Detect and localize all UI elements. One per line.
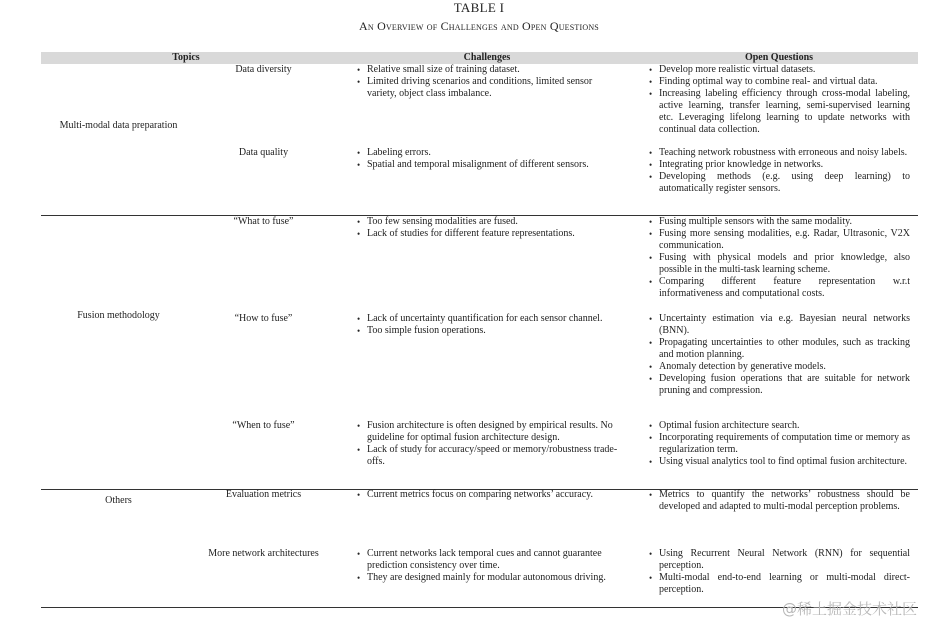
list-item: • Propagating uncertainties to other modules, such as tracking and motion planning. — [648, 337, 910, 361]
header-topics: Topics — [172, 52, 200, 63]
list-item: • Multi-modal end-to-end learning or multi-modal direct-perception. — [648, 572, 910, 596]
list-item: • Develop more realistic virtual datasets. — [648, 64, 910, 76]
challenges-how-to-fuse — [356, 313, 618, 337]
challenges-evaluation-metrics — [356, 489, 618, 501]
list-item: • Spatial and temporal misalignment of different sensors. — [356, 159, 618, 171]
list-item: • Fusion architecture is often designed by empirical results. No guideline for optimal fusion architecture design. — [356, 420, 618, 444]
challenges-data-quality — [356, 147, 618, 171]
open-questions-when-to-fuse — [648, 420, 910, 468]
list-item: • Developing fusion operations that are suitable for network pruning and compression. — [648, 373, 910, 397]
list-item: • Using Recurrent Neural Network (RNN) for sequential perception. — [648, 548, 910, 572]
subtopic-what-to-fuse: “What to fuse” — [233, 216, 294, 227]
list-item: • Fusing with physical models and prior knowledge, also possible in the multi-task learning scheme. — [648, 252, 910, 276]
open-questions-data-diversity — [648, 64, 910, 136]
header-challenges: Challenges — [463, 52, 511, 63]
open-questions-data-quality — [648, 147, 910, 195]
list-item: • Limited driving scenarios and conditions, limited sensor variety, object class imbalance. — [356, 76, 618, 100]
open-questions-what-to-fuse — [648, 216, 910, 300]
open-questions-evaluation-metrics — [648, 489, 910, 513]
list-item: • Teaching network robustness with erroneous and noisy labels. — [648, 147, 910, 159]
challenges-more-network-architectures — [356, 548, 618, 584]
list-item: • They are designed mainly for modular autonomous driving. — [356, 572, 618, 584]
topic-data-preparation: Multi-modal data preparation — [59, 120, 178, 131]
watermark: @稀土掘金技术社区 — [782, 600, 918, 618]
subtopic-how-to-fuse: “How to fuse” — [234, 313, 293, 324]
subtopic-more-network-architectures: More network architectures — [208, 548, 319, 559]
list-item: • Fusing multiple sensors with the same modality. — [648, 216, 910, 228]
list-item: • Relative small size of training dataset. — [356, 64, 618, 76]
list-item: • Uncertainty estimation via e.g. Bayesian neural networks (BNN). — [648, 313, 910, 337]
list-item: • Lack of studies for different feature representations. — [356, 228, 618, 240]
list-item: • Too few sensing modalities are fused. — [356, 216, 618, 228]
list-item: • Using visual analytics tool to find optimal fusion architecture. — [648, 456, 910, 468]
list-item: • Anomaly detection by generative models. — [648, 361, 910, 373]
list-item: • Metrics to quantify the networks’ robustness should be developed and adapted to multi-modal perception problems. — [648, 489, 910, 513]
subtopic-when-to-fuse: “When to fuse” — [232, 420, 295, 431]
list-item: • Developing methods (e.g. using deep learning) to automatically register sensors. — [648, 171, 910, 195]
list-item: • Lack of study for accuracy/speed or memory/robustness trade-offs. — [356, 444, 618, 468]
table-subtitle: An Overview of Challenges and Open Questions — [359, 19, 599, 33]
list-item: • Lack of uncertainty quantification for each sensor channel. — [356, 313, 618, 325]
list-item: • Optimal fusion architecture search. — [648, 420, 910, 432]
topic-others: Others — [105, 495, 132, 506]
challenges-what-to-fuse — [356, 216, 618, 240]
list-item: • Fusing more sensing modalities, e.g. Radar, Ultrasonic, V2X communication. — [648, 228, 910, 252]
list-item: • Too simple fusion operations. — [356, 325, 618, 337]
list-item: • Increasing labeling efficiency through cross-modal labeling, active learning, transfer learning, semi-supervised learning etc. Leveraging lifelong learning to update networks with continual data collection. — [648, 88, 910, 136]
list-item: • Current metrics focus on comparing networks’ accuracy. — [356, 489, 618, 501]
table-title: TABLE I — [453, 0, 505, 15]
list-item: • Integrating prior knowledge in networks. — [648, 159, 910, 171]
list-item: • Labeling errors. — [356, 147, 618, 159]
challenges-data-diversity — [356, 64, 618, 100]
topic-fusion-methodology: Fusion methodology — [77, 310, 160, 321]
open-questions-more-network-architectures — [648, 548, 910, 596]
list-item: • Current networks lack temporal cues and cannot guarantee prediction consistency over time. — [356, 548, 618, 572]
list-item: • Incorporating requirements of computation time or memory as regularization term. — [648, 432, 910, 456]
header-open-questions: Open Questions — [744, 52, 814, 63]
subtopic-evaluation-metrics: Evaluation metrics — [225, 489, 302, 500]
challenges-when-to-fuse — [356, 420, 618, 468]
subtopic-data-diversity: Data diversity — [235, 64, 292, 75]
list-item: • Finding optimal way to combine real- and virtual data. — [648, 76, 910, 88]
list-item: • Comparing different feature representation w.r.t informativeness and computational costs. — [648, 276, 910, 300]
subtopic-data-quality: Data quality — [238, 147, 289, 158]
open-questions-how-to-fuse — [648, 313, 910, 397]
